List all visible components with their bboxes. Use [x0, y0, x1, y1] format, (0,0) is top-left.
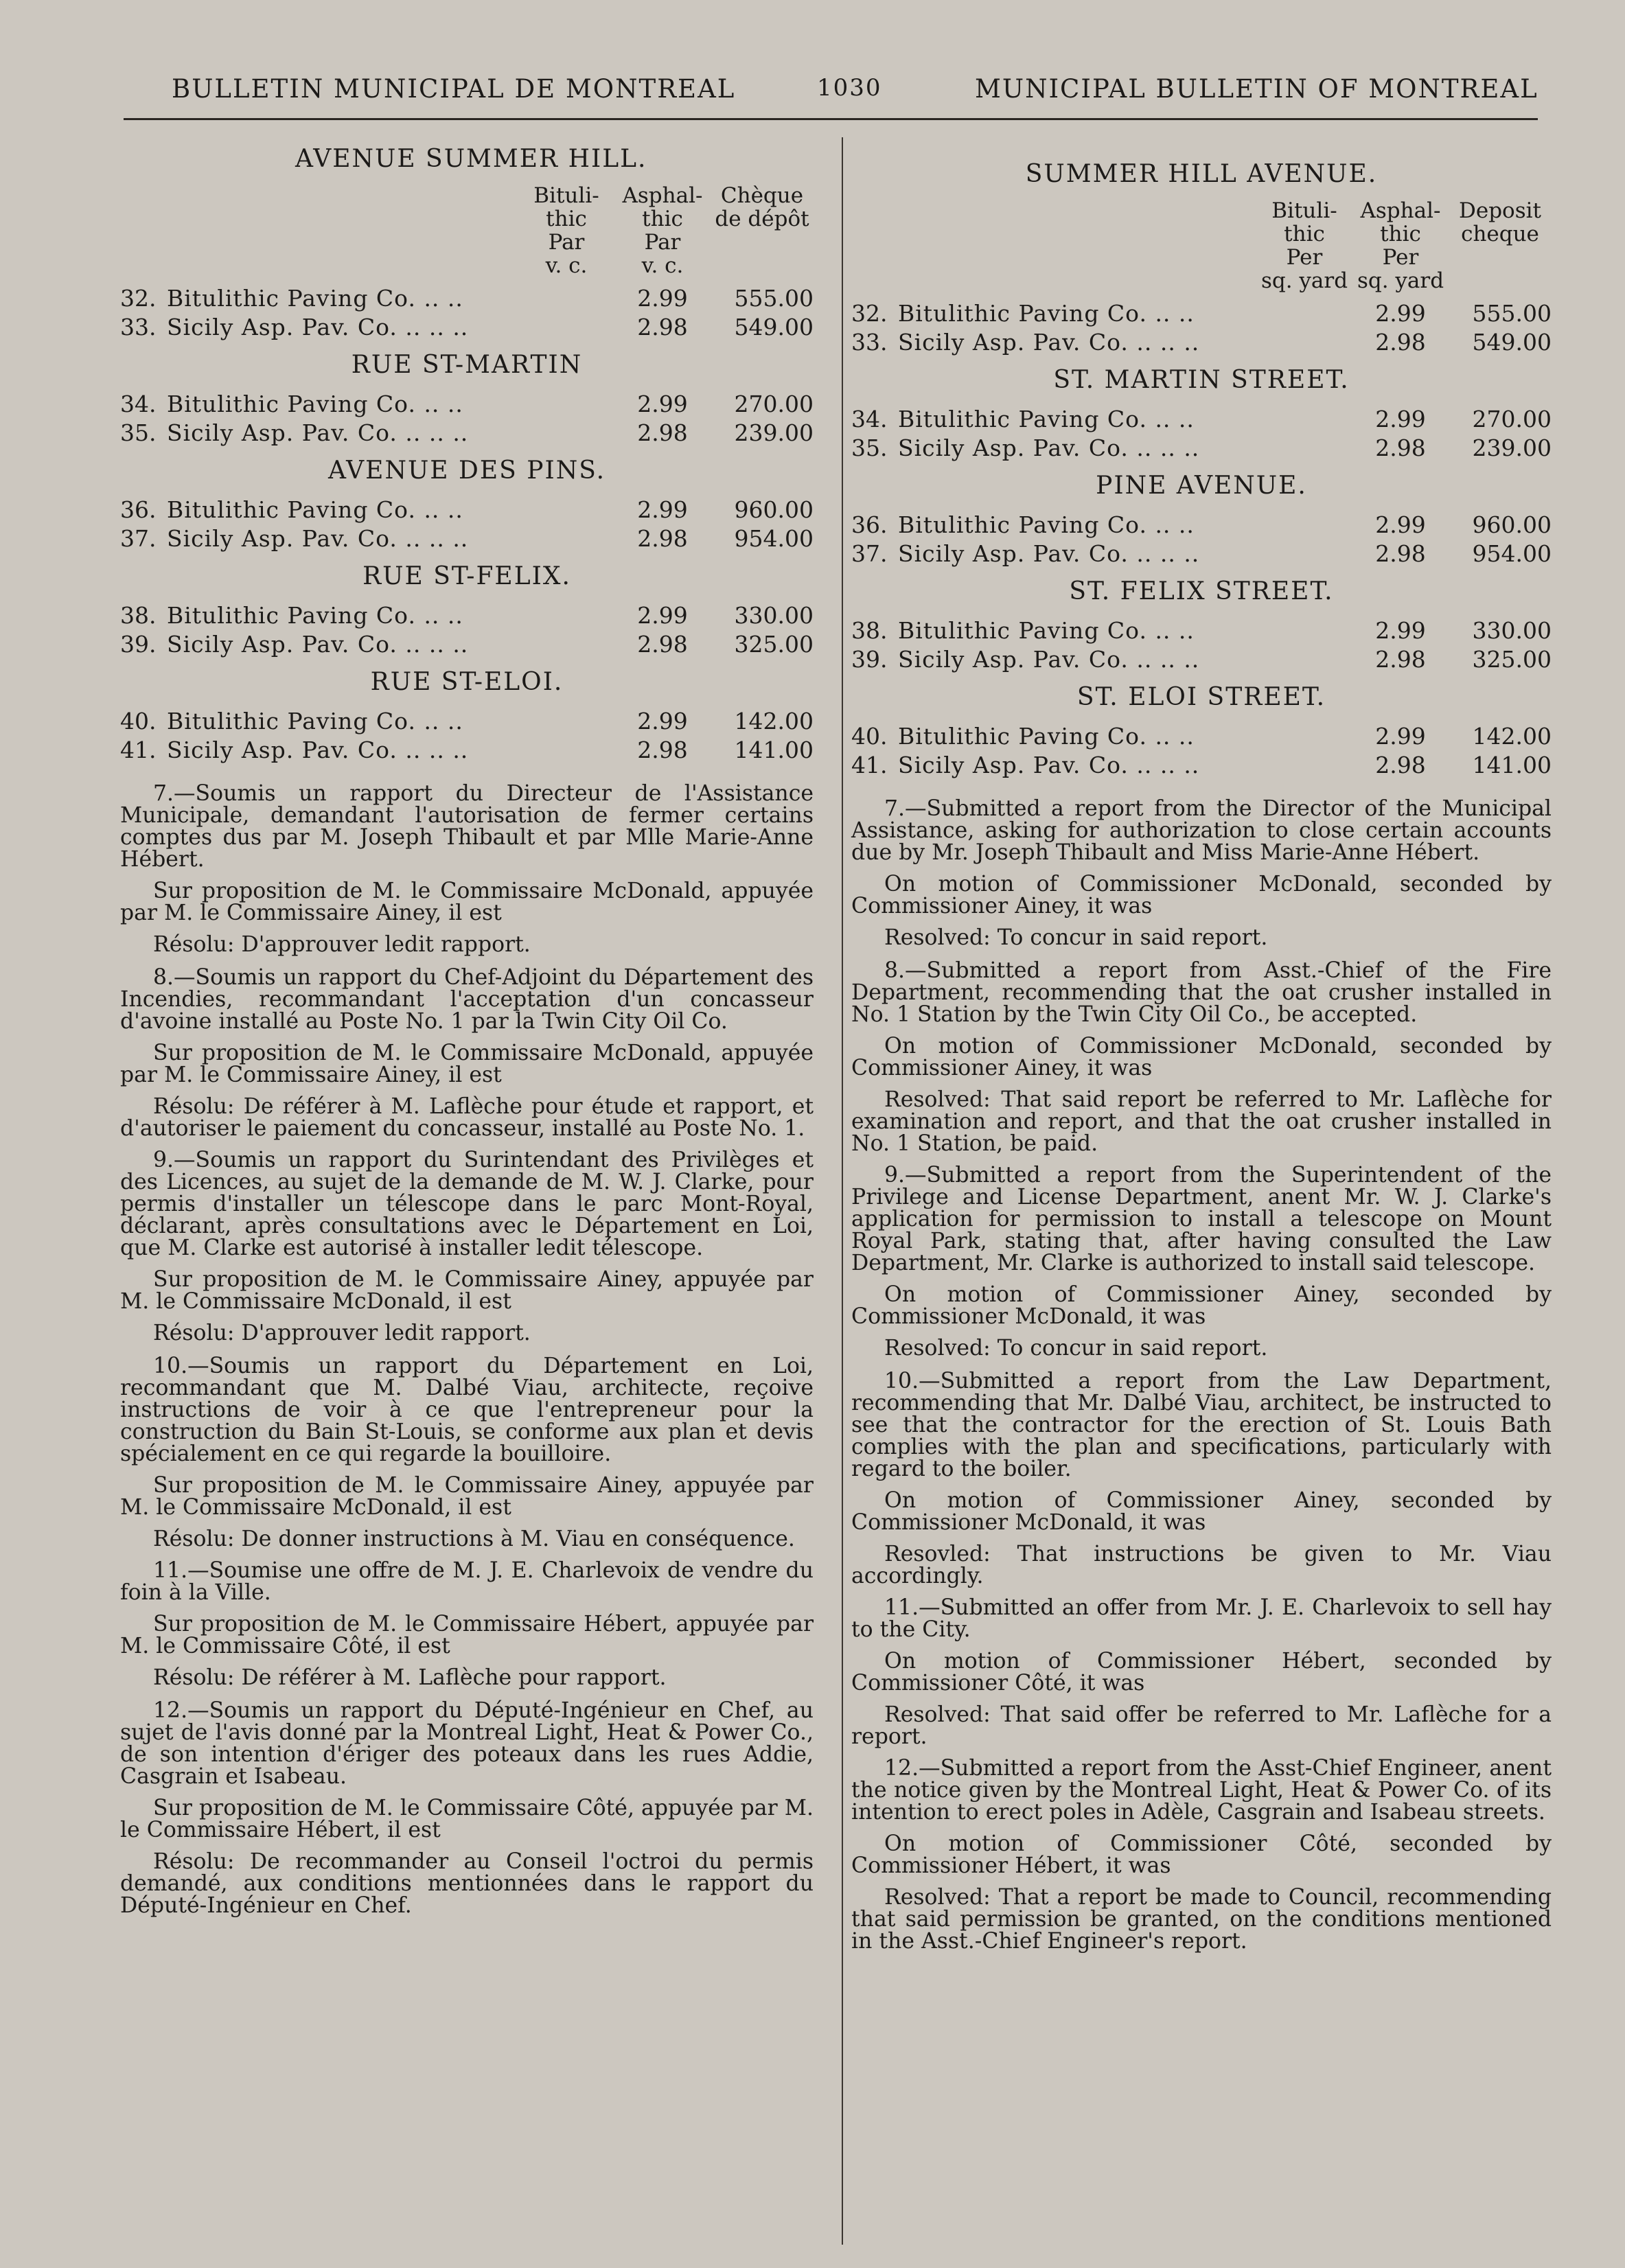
column-heading-cheque: [1449, 199, 1552, 292]
tender-firm: Bitulithic Paving Co. .. ..: [898, 511, 1195, 538]
tender-firm: Bitulithic Paving Co. .. ..: [167, 602, 463, 629]
tender-firm: Sicily Asp. Pav. Co. .. .. ..: [167, 631, 469, 658]
deposit-cheque: 325.00: [734, 631, 814, 658]
tender-number: 40.: [851, 723, 888, 750]
deposit-cheque: 270.00: [734, 391, 814, 417]
deposit-cheque: 555.00: [734, 285, 814, 312]
tender-row: [851, 751, 1552, 780]
section-title: ST. MARTIN STREET.: [1053, 366, 1350, 394]
heading-line: thic: [546, 207, 587, 231]
section-title: RUE ST-ELOI.: [370, 668, 564, 696]
section-title: RUE ST-MARTIN: [351, 351, 583, 379]
price-bitulithic: 2.98: [1375, 646, 1426, 673]
tender-number: 40.: [120, 708, 157, 734]
tender-row: [851, 616, 1552, 645]
tender-number: 34.: [120, 391, 157, 417]
heading-line: Asphal-: [622, 183, 703, 208]
minute-paragraph: 12.—Submitted a report from the Asst-Chief Engineer, anent the notice given by the Montreal Light, Heat & Power Co. of its intention to erect poles in Adèle, Casgrain and Isabeau streets.: [851, 1756, 1552, 1825]
heading-line: Asphal-: [1360, 198, 1441, 223]
minute-paragraph: Sur proposition de M. le Commissaire Côté, appuyée par M. le Commissaire Hébert, il est: [120, 1796, 814, 1842]
price-bitulithic: 2.99: [1375, 300, 1426, 327]
section-title: ST. FELIX STREET.: [1069, 577, 1334, 605]
tender-row: [851, 299, 1552, 328]
heading-line: thic: [1284, 222, 1325, 246]
minute-paragraph: On motion of Commissioner McDonald, seconded by Commissioner Ainey, it was: [851, 1034, 1552, 1080]
deposit-cheque: 954.00: [734, 525, 814, 552]
minute-paragraph: 11.—Soumise une offre de M. J. E. Charlevoix de vendre du foin à la Ville.: [120, 1558, 814, 1605]
header-title-french: BULLETIN MUNICIPAL DE MONTREAL: [172, 74, 736, 104]
price-bitulithic: 2.98: [1375, 435, 1426, 461]
price-bitulithic: 2.99: [1375, 406, 1426, 432]
minute-paragraph: Resolved: That said offer be referred to Mr. Laflèche for a report.: [851, 1702, 1552, 1749]
tender-number: 41.: [120, 737, 157, 763]
deposit-cheque: 555.00: [1472, 300, 1552, 327]
minute-paragraph: 10.—Submitted a report from the Law Department, recommending that Mr. Dalbé Viau, architect, be instructed to see that the contractor for the erection of St. Louis Bath complies with the plan and specifications, particularly with regard to the boiler.: [851, 1369, 1552, 1481]
tender-number: 32.: [851, 300, 888, 327]
tender-row: [120, 496, 814, 524]
deposit-cheque: 239.00: [1472, 435, 1552, 461]
tender-row: [851, 434, 1552, 463]
price-bitulithic: 2.99: [637, 285, 688, 312]
minute-paragraph: Sur proposition de M. le Commissaire Ainey, appuyée par M. le Commissaire McDonald, il est: [120, 1473, 814, 1520]
minute-paragraph: 8.—Soumis un rapport du Chef-Adjoint du Département des Incendies, recommandant l'acceptation d'un concasseur d'avoine installé au Poste No. 1 par la Twin City Oil Co.: [120, 965, 814, 1034]
column-heading-cheque: [711, 184, 814, 277]
price-bitulithic: 2.99: [1375, 617, 1426, 644]
heading-line: thic: [642, 207, 683, 231]
english-column: [851, 144, 1552, 1962]
section-title: AVENUE DES PINS.: [327, 456, 606, 485]
minute-paragraph: 10.—Soumis un rapport du Département en Loi, recommandant que M. Dalbé Viau, architecte, reçoive instructions de voir à ce que l'entrepreneur pour la construction du Bain St-Louis, se conforme aux plan et devis spécialement en ce qui regarde la bouilloire.: [120, 1354, 814, 1466]
french-column: [120, 144, 814, 1926]
deposit-cheque: 960.00: [1472, 511, 1552, 538]
minutes-items: [851, 798, 1552, 1952]
heading-line: thic: [1380, 222, 1421, 246]
section-title: SUMMER HILL AVENUE.: [1025, 160, 1378, 188]
price-bitulithic: 2.98: [1375, 752, 1426, 778]
tender-number: 37.: [120, 525, 157, 552]
minute-paragraph: 11.—Submitted an offer from Mr. J. E. Charlevoix to sell hay to the City.: [851, 1595, 1552, 1642]
minute-paragraph: Resolved: That a report be made to Council, recommending that said permission be granted, on the conditions mentioned in the Asst.-Chief Engineer's report.: [851, 1885, 1552, 1954]
deposit-cheque: 549.00: [1472, 329, 1552, 356]
tender-row: [120, 707, 814, 736]
deposit-cheque: 141.00: [734, 737, 814, 763]
heading-line: sq. yard: [1260, 268, 1348, 293]
minute-paragraph: 9.—Submitted a report from the Superintendent of the Privilege and License Department, anent Mr. W. J. Clarke's application for permission to install a telescope on Mount Royal Park, stating that, after having consulted the Law Department, Mr. Clarke is authorized to install said telescope.: [851, 1163, 1552, 1275]
deposit-cheque: 325.00: [1472, 646, 1552, 673]
header-title-english: MUNICIPAL BULLETIN OF MONTREAL: [975, 74, 1538, 104]
heading-line: Par: [644, 230, 681, 255]
tender-row: [120, 419, 814, 448]
minute-paragraph: 8.—Submitted a report from Asst.-Chief of the Fire Department, recommending that the oat crusher installed in No. 1 Station by the Twin City Oil Co., be accepted.: [851, 958, 1552, 1027]
heading-line: sq. yard: [1357, 268, 1444, 293]
resolution: Resolved: To concur in said report.: [884, 925, 1268, 950]
tender-number: 33.: [120, 314, 157, 340]
heading-line: Per: [1382, 245, 1419, 270]
tender-row: [120, 630, 814, 659]
minute-paragraph: On motion of Commissioner Ainey, seconded by Commissioner McDonald, it was: [851, 1282, 1552, 1329]
deposit-cheque: 330.00: [1472, 617, 1552, 644]
heading-line: v. c.: [545, 253, 588, 278]
tender-number: 32.: [120, 285, 157, 312]
tender-firm: Bitulithic Paving Co. .. ..: [898, 406, 1195, 432]
heading-line: Deposit: [1459, 198, 1541, 223]
minute-paragraph: 12.—Soumis un rapport du Député-Ingénieur en Chef, au sujet de l'avis donné par la Montreal Light, Heat & Power Co., de son intention d'ériger des poteaux dans les rues Addie, Casgrain et Isabeau.: [120, 1698, 814, 1789]
page-number: 1030: [817, 74, 882, 102]
section-title: RUE ST-FELIX.: [362, 562, 571, 590]
price-bitulithic: 2.99: [637, 708, 688, 734]
tender-number: 38.: [120, 602, 157, 629]
tender-firm: Bitulithic Paving Co. .. ..: [898, 300, 1195, 327]
tender-number: 36.: [851, 511, 888, 538]
section-title: ST. ELOI STREET.: [1076, 683, 1326, 711]
tender-row: [120, 524, 814, 553]
price-bitulithic: 2.99: [637, 391, 688, 417]
tender-firm: Bitulithic Paving Co. .. ..: [167, 285, 463, 312]
deposit-cheque: 549.00: [734, 314, 814, 340]
price-bitulithic: 2.99: [1375, 723, 1426, 750]
minute-paragraph: On motion of Commissioner Côté, seconded by Commissioner Hébert, it was: [851, 1831, 1552, 1878]
minute-paragraph: Résolu: De donner instructions à M. Viau en conséquence.: [153, 1527, 795, 1551]
tender-firm: Bitulithic Paving Co. .. ..: [898, 723, 1195, 750]
price-bitulithic: 2.98: [637, 419, 688, 446]
tender-row: [851, 511, 1552, 540]
tender-row: [120, 736, 814, 765]
column-heading-asp: [1352, 199, 1449, 292]
minutes-items: [120, 783, 814, 1917]
minute-paragraph: On motion of Commissioner Ainey, seconded by Commissioner McDonald, it was: [851, 1488, 1552, 1535]
tender-row: [120, 601, 814, 630]
minute-paragraph: Sur proposition de M. le Commissaire McDonald, appuyée par M. le Commissaire Ainey, il est: [120, 1041, 814, 1087]
tender-firm: Sicily Asp. Pav. Co. .. .. ..: [898, 752, 1200, 778]
minute-paragraph: Sur proposition de M. le Commissaire Ainey, appuyée par M. le Commissaire McDonald, il est: [120, 1267, 814, 1314]
deposit-cheque: 141.00: [1472, 752, 1552, 778]
tender-number: 35.: [120, 419, 157, 446]
tender-number: 36.: [120, 496, 157, 523]
heading-line: cheque: [1461, 222, 1539, 246]
heading-line: Bituli-: [1271, 198, 1337, 223]
tender-firm: Bitulithic Paving Co. .. ..: [167, 496, 463, 523]
tender-firm: Sicily Asp. Pav. Co. .. .. ..: [898, 435, 1200, 461]
deposit-cheque: 142.00: [734, 708, 814, 734]
tender-firm: Sicily Asp. Pav. Co. .. .. ..: [167, 525, 469, 552]
tender-row: [120, 390, 814, 419]
tender-number: 39.: [120, 631, 157, 658]
minute-paragraph: On motion of Commissioner Hébert, seconded by Commissioner Côté, it was: [851, 1649, 1552, 1696]
tender-row: [120, 313, 814, 342]
tender-firm: Bitulithic Paving Co. .. ..: [898, 617, 1195, 644]
tender-row: [851, 540, 1552, 568]
tender-firm: Bitulithic Paving Co. .. ..: [167, 708, 463, 734]
price-bitulithic: 2.98: [637, 525, 688, 552]
column-heading-bit: [518, 184, 614, 277]
heading-line: v. c.: [641, 253, 684, 278]
resolution: Resolved: To concur in said report.: [884, 1336, 1268, 1361]
tender-number: 39.: [851, 646, 888, 673]
heading-line: Bituli-: [533, 183, 599, 208]
section-title: AVENUE SUMMER HILL.: [295, 145, 647, 173]
tender-row: [851, 722, 1552, 751]
heading-line: de dépôt: [715, 207, 809, 231]
price-bitulithic: 2.99: [637, 602, 688, 629]
tender-row: [851, 405, 1552, 434]
minute-paragraph: Résolu: De recommander au Conseil l'octroi du permis demandé, aux conditions mentionnées dans le rapport du Député-Ingénieur en Chef.: [120, 1849, 814, 1918]
column-divider: [842, 137, 843, 2245]
column-headings: [851, 199, 1552, 292]
price-bitulithic: 2.98: [1375, 329, 1426, 356]
column-headings: [120, 184, 814, 277]
deposit-cheque: 239.00: [734, 419, 814, 446]
resolution: Résolu: D'approuver ledit rapport.: [153, 932, 531, 957]
price-bitulithic: 2.98: [1375, 540, 1426, 567]
tender-number: 34.: [851, 406, 888, 432]
tender-firm: Sicily Asp. Pav. Co. .. .. ..: [898, 646, 1200, 673]
minute-paragraph: Résolu: De référer à M. Laflèche pour étude et rapport, et d'autoriser le paiement du concasseur, installé au Poste No. 1.: [120, 1094, 814, 1141]
minute-paragraph: 7.—Soumis un rapport du Directeur de l'Assistance Municipale, demandant l'autorisation de fermer certains comptes dus par M. Joseph Thibault et par Mlle Marie-Anne Hébert.: [120, 781, 814, 872]
column-heading-bit: [1256, 199, 1352, 292]
deposit-cheque: 142.00: [1472, 723, 1552, 750]
tender-row: [851, 645, 1552, 674]
minute-paragraph: Resolved: That said report be referred to Mr. Laflèche for examination and report, and that the oat crusher installed in No. 1 Station, be paid.: [851, 1087, 1552, 1156]
tender-firm: Sicily Asp. Pav. Co. .. .. ..: [167, 737, 469, 763]
tender-firm: Sicily Asp. Pav. Co. .. .. ..: [167, 314, 469, 340]
tender-firm: Bitulithic Paving Co. .. ..: [167, 391, 463, 417]
heading-line: Par: [548, 230, 585, 255]
price-bitulithic: 2.98: [637, 631, 688, 658]
tender-firm: Sicily Asp. Pav. Co. .. .. ..: [167, 419, 469, 446]
price-bitulithic: 2.98: [637, 314, 688, 340]
price-bitulithic: 2.98: [637, 737, 688, 763]
column-heading-asp: [614, 184, 711, 277]
deposit-cheque: 330.00: [734, 602, 814, 629]
header-rule: [124, 118, 1538, 120]
heading-line: Chèque: [720, 183, 804, 208]
tender-number: 37.: [851, 540, 888, 567]
minute-paragraph: 7.—Submitted a report from the Director of the Municipal Assistance, asking for authorization to close certain accounts due by Mr. Joseph Thibault and Miss Marie-Anne Hébert.: [851, 796, 1552, 865]
tender-number: 35.: [851, 435, 888, 461]
resolution: Résolu: De référer à M. Laflèche pour rapport.: [153, 1665, 667, 1690]
tender-number: 33.: [851, 329, 888, 356]
minute-paragraph: Resovled: That instructions be given to Mr. Viau accordingly.: [851, 1542, 1552, 1588]
minute-paragraph: On motion of Commissioner McDonald, seconded by Commissioner Ainey, it was: [851, 872, 1552, 918]
price-bitulithic: 2.99: [637, 496, 688, 523]
minute-paragraph: 9.—Soumis un rapport du Surintendant des Privilèges et des Licences, au sujet de la demande de M. W. J. Clarke, pour permis d'installer un télescope dans le parc Mont-Royal, déclarant, après consultations avec le Département en Loi, que M. Clarke est autorisé à installer ledit télescope.: [120, 1148, 814, 1260]
heading-line: Per: [1286, 245, 1323, 270]
tender-number: 41.: [851, 752, 888, 778]
price-bitulithic: 2.99: [1375, 511, 1426, 538]
deposit-cheque: 270.00: [1472, 406, 1552, 432]
tender-firm: Sicily Asp. Pav. Co. .. .. ..: [898, 329, 1200, 356]
section-title: PINE AVENUE.: [1096, 472, 1307, 500]
deposit-cheque: 954.00: [1472, 540, 1552, 567]
resolution: Résolu: D'approuver ledit rapport.: [153, 1321, 531, 1345]
minute-paragraph: Sur proposition de M. le Commissaire Hébert, appuyée par M. le Commissaire Côté, il est: [120, 1612, 814, 1658]
tender-number: 38.: [851, 617, 888, 644]
tender-firm: Sicily Asp. Pav. Co. .. .. ..: [898, 540, 1200, 567]
minute-paragraph: Sur proposition de M. le Commissaire McDonald, appuyée par M. le Commissaire Ainey, il est: [120, 879, 814, 925]
page-header: [0, 74, 1625, 115]
tender-row: [851, 328, 1552, 357]
tender-row: [120, 284, 814, 313]
deposit-cheque: 960.00: [734, 496, 814, 523]
